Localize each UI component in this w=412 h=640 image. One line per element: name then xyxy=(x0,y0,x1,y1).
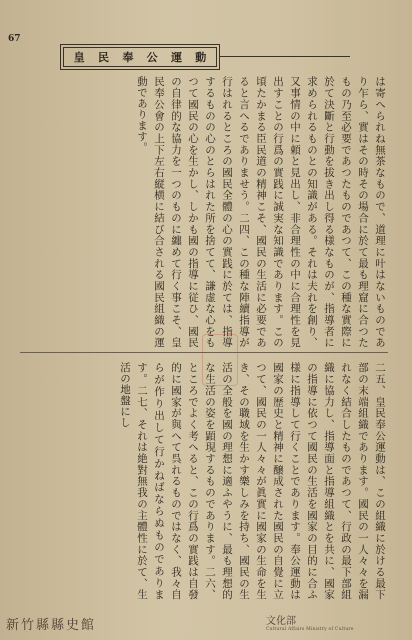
ministry-watermark xyxy=(266,612,354,632)
page-number: 67 xyxy=(8,34,21,44)
title-char-3: 奉 xyxy=(122,51,134,64)
title-char-4: 公 xyxy=(146,51,158,64)
title-char-6: 動 xyxy=(195,51,207,64)
title-char-1: 皇 xyxy=(73,51,85,64)
ministry-subtitle: Cultural Affairs Ministry of Culture xyxy=(266,627,354,632)
body-text-top: は寄へられね無茶なもので、道理に叶はないものであり乍ら、實はその時その場合に於て最も理窟に合つたもの乃至必要であつたものであつて、この種な實際に於て決斷と行動を拔き出し得る様なものが、指導者に求められるものとの知識がある。それは夫れを創り、又事情の中に頼と見出し、非合理性の中に合理性を見出すことの行爲の實践に誠実な知識であります。この頃たかまる臣民道の精神こそ、國民の生活に必要であると言へるでありませう。二四、この種な陣續指導が行はれるところの國民全體の心の實践に於ては、指導するものの心のとらはれた所を捨てて、謙虚な心をもつて國民の心を生かし、しかも國の指導に従ひ、國民の自律的な協力を一つのものに纏めて行く事こそ、皇民奉公會の上下左右縦横に結び合される國民組織の運動であります。 xyxy=(136,76,386,348)
archive-watermark: 新竹縣縣史館 xyxy=(6,618,97,633)
title-char-2: 民 xyxy=(97,51,109,64)
body-text-bottom: 二五、皇民奉公運動は、この組織に於ける最下部の末端組織であります。國民の一人々々を漏れなく結合したものであつて、行政の最下部組織に協力し、指導面と指導組織とを共に、國家の指導に依つて國民の生活を國家の目的に合ふ様に指導して行くことであります。奉公運動は國家の歴史と精神に醸成された國民の自覺に立つて、國民の一人々々が眞實に國家の生命を生き、その職域を生かす樂しみを持ち、國民の生活の全般を國の理想に適ふやうに、最も理想的な生活の姿を顕現するものであります。二六、ところでよく考へると、この行爲の實践は自發的に國家が與へて呉れるものではなく、我々自らが作り出して行かねばならぬものであります。二七、それは絶對無我の主體性に於て、生活の地盤にし xyxy=(119,362,386,600)
header-rule xyxy=(220,56,350,57)
section-title xyxy=(60,44,220,70)
ministry-name: 文化部 xyxy=(266,616,296,627)
title-char-5: 運 xyxy=(170,51,182,64)
